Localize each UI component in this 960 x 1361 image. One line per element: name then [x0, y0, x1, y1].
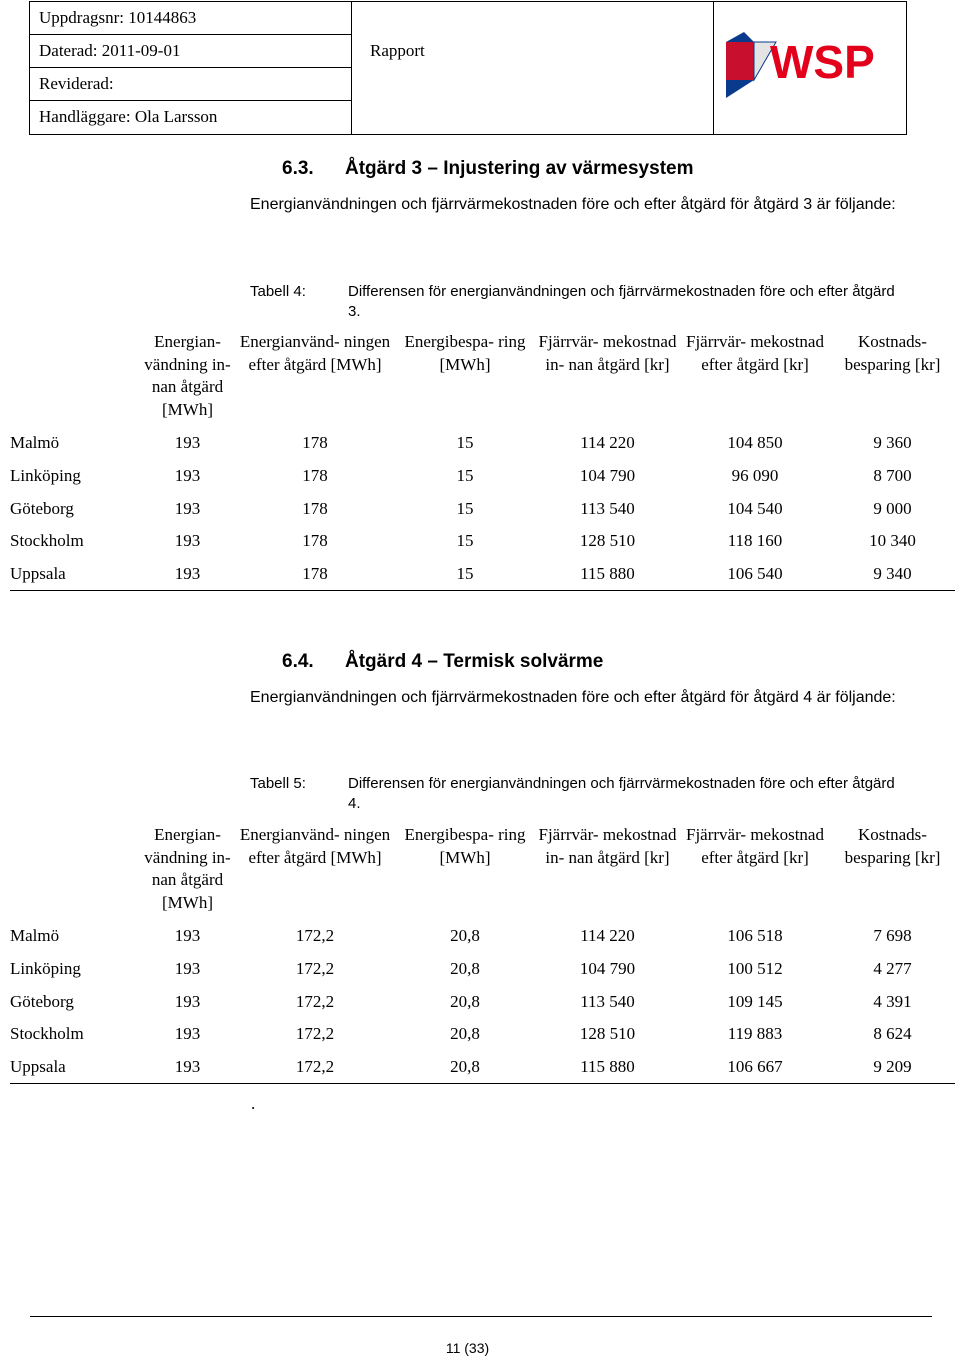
table-cell: Linköping [10, 959, 81, 979]
table-row [10, 492, 955, 525]
table-cell: Stockholm [10, 531, 84, 551]
table-cell: 128 510 [579, 531, 636, 551]
table-cell: 104 790 [579, 466, 636, 486]
table-cell: Uppsala [10, 558, 140, 591]
column-header: Energian- vändning in- nan åtgärd [MWh] [144, 825, 231, 912]
table-cell: 7 698 [873, 926, 912, 946]
table-header-row [10, 331, 955, 427]
table-cell: 96 090 [731, 466, 779, 486]
column-header: Fjärrvär- mekostnad in- nan åtgärd [kr] [538, 332, 677, 374]
table-cell: 104 850 [727, 433, 783, 453]
table-cell: 193 [174, 531, 201, 551]
table-cell: 193 [140, 558, 235, 591]
column-header: Kostnads- besparing [kr] [844, 332, 941, 374]
logo-block-blue [726, 80, 754, 98]
revised: Reviderad: [30, 68, 351, 101]
table-cell: 100 512 [727, 959, 783, 979]
table-cell: 193 [174, 991, 201, 1011]
table-cell: 178 [302, 433, 328, 453]
table-cell: 115 880 [535, 558, 680, 591]
table-cell: 20,8 [395, 1051, 535, 1084]
section-heading-6-3 [282, 158, 693, 180]
stray-mark: . [251, 1094, 256, 1113]
table-row [10, 985, 955, 1018]
table-row [10, 558, 955, 591]
table-row [10, 1051, 955, 1084]
footer-divider [30, 1316, 932, 1317]
table-cell: 106 518 [727, 926, 783, 946]
table-cell: 114 220 [580, 433, 635, 453]
column-header: Fjärrvär- mekostnad efter åtgärd [kr] [686, 825, 824, 867]
section-title: Åtgärd 3 – Injustering av värmesystem [345, 158, 694, 179]
table-cell: 15 [456, 498, 474, 518]
table-cell: 178 [302, 466, 328, 486]
table-cell: 119 883 [727, 1024, 783, 1044]
document-type-cell [352, 2, 714, 134]
table-cell: 113 540 [580, 498, 635, 518]
table-row [10, 953, 955, 986]
table-cell: 106 540 [680, 558, 830, 591]
table-cell: 15 [456, 531, 474, 551]
table-cell: 9 360 [873, 433, 912, 453]
section-paragraph: Energianvändningen och fjärrvärmekostnaden före och efter åtgärd för åtgärd 3 är följande: [250, 196, 896, 213]
table-row [10, 427, 955, 460]
table-header-row [10, 824, 955, 920]
table-cell: 104 790 [579, 959, 636, 979]
table-cell: 20,8 [450, 1024, 480, 1044]
column-header: Fjärrvär- mekostnad in- nan åtgärd [kr] [538, 825, 677, 867]
project-number: Uppdragsnr: 10144863 [30, 2, 351, 35]
column-header: Energianvänd- ningen efter åtgärd [MWh] [239, 825, 391, 867]
document-type: Rapport [370, 41, 425, 60]
table-row [10, 525, 955, 558]
column-header: Energian- vändning in- nan åtgärd [MWh] [144, 332, 231, 419]
table-cell: 15 [456, 433, 474, 453]
table-cell: 9 000 [873, 498, 912, 518]
table-cell: 172,2 [295, 1024, 335, 1044]
table-cell: Uppsala [10, 1051, 140, 1084]
table-cell: 193 [140, 1051, 235, 1084]
handler: Handläggare: Ola Larsson [39, 107, 218, 126]
table-cell: 8 624 [873, 1024, 912, 1044]
table-cell: 172,2 [295, 926, 335, 946]
section-number: 6.4. [282, 651, 314, 672]
table-cell: Göteborg [10, 498, 74, 518]
table-caption-label: Tabell 5: [250, 775, 306, 792]
table-cell: 114 220 [580, 926, 635, 946]
table-cell: Stockholm [10, 1024, 84, 1044]
table-cell: 20,8 [450, 926, 480, 946]
table-cell: 115 880 [535, 1051, 680, 1084]
column-header: Fjärrvär- mekostnad efter åtgärd [kr] [686, 332, 824, 374]
table-cell: 104 540 [727, 498, 783, 518]
table-caption-text: Differensen för energianvändningen och fjärrvärmekostnaden före och efter åtgärd 3. [348, 283, 895, 320]
column-header: Energianvänd- ningen efter åtgärd [MWh] [239, 332, 391, 374]
table-cell: 4 391 [873, 991, 912, 1011]
date: Daterad: 2011-09-01 [30, 35, 351, 68]
logo-block-red [726, 42, 754, 80]
table-row [10, 460, 955, 493]
wsp-logo-icon [714, 2, 906, 134]
table-row [10, 920, 955, 953]
table-cell: Malmö [10, 926, 60, 946]
table-caption-label: Tabell 4: [250, 283, 306, 300]
table-cell: 178 [302, 531, 328, 551]
wsp-logo [714, 2, 906, 134]
column-header [10, 824, 140, 920]
section-title: Åtgärd 4 – Termisk solvärme [345, 651, 604, 672]
table-cell: 172,2 [235, 1051, 395, 1084]
section-number: 6.3. [282, 158, 314, 179]
column-header: Energibespa- ring [MWh] [404, 332, 526, 374]
document-header [29, 1, 907, 135]
section-heading-6-4 [282, 651, 603, 673]
table-cell: 8 700 [873, 466, 912, 486]
table-caption-text: Differensen för energianvändningen och fjärrvärmekostnaden före och efter åtgärd 4. [348, 775, 895, 812]
table-cell: 4 277 [873, 959, 912, 979]
table-row [10, 1018, 955, 1051]
table-cell: 178 [235, 558, 395, 591]
table-cell: 172,2 [295, 991, 335, 1011]
table-cell: 113 540 [580, 991, 635, 1011]
table-cell: 9 209 [830, 1051, 955, 1084]
table-cell: 106 667 [680, 1051, 830, 1084]
table-cell: 9 340 [830, 558, 955, 591]
logo-block-top [726, 32, 754, 42]
table-cell: 109 145 [727, 991, 783, 1011]
table-cell: Linköping [10, 466, 81, 486]
table-cell: 193 [174, 926, 201, 946]
table-cell: 128 510 [579, 1024, 636, 1044]
page-number: 11 (33) [445, 1340, 490, 1356]
table-cell: 15 [456, 466, 474, 486]
table-cell: 20,8 [450, 991, 480, 1011]
table-cell: 10 340 [869, 531, 916, 551]
table-cell: 178 [302, 498, 328, 518]
table-5 [10, 824, 955, 1084]
table-cell: 193 [174, 498, 201, 518]
table-cell: 20,8 [450, 959, 480, 979]
column-header: Energibespa- ring [MWh] [404, 825, 526, 867]
table-cell: 172,2 [295, 959, 335, 979]
table-cell: 193 [174, 959, 201, 979]
table-cell: 193 [174, 433, 201, 453]
table-cell: Göteborg [10, 991, 74, 1011]
table-cell: 193 [174, 466, 201, 486]
table-cell: 118 160 [727, 531, 783, 551]
table-4 [10, 331, 955, 591]
section-paragraph: Energianvändningen och fjärrvärmekostnaden före och efter åtgärd för åtgärd 4 är följande: [250, 689, 896, 706]
column-header [10, 331, 140, 427]
table-cell: 15 [395, 558, 535, 591]
header-info [30, 2, 352, 134]
table-cell: Malmö [10, 433, 60, 453]
table-cell: 193 [174, 1024, 201, 1044]
column-header: Kostnads- besparing [kr] [844, 825, 941, 867]
logo-text: WSP [770, 36, 875, 88]
